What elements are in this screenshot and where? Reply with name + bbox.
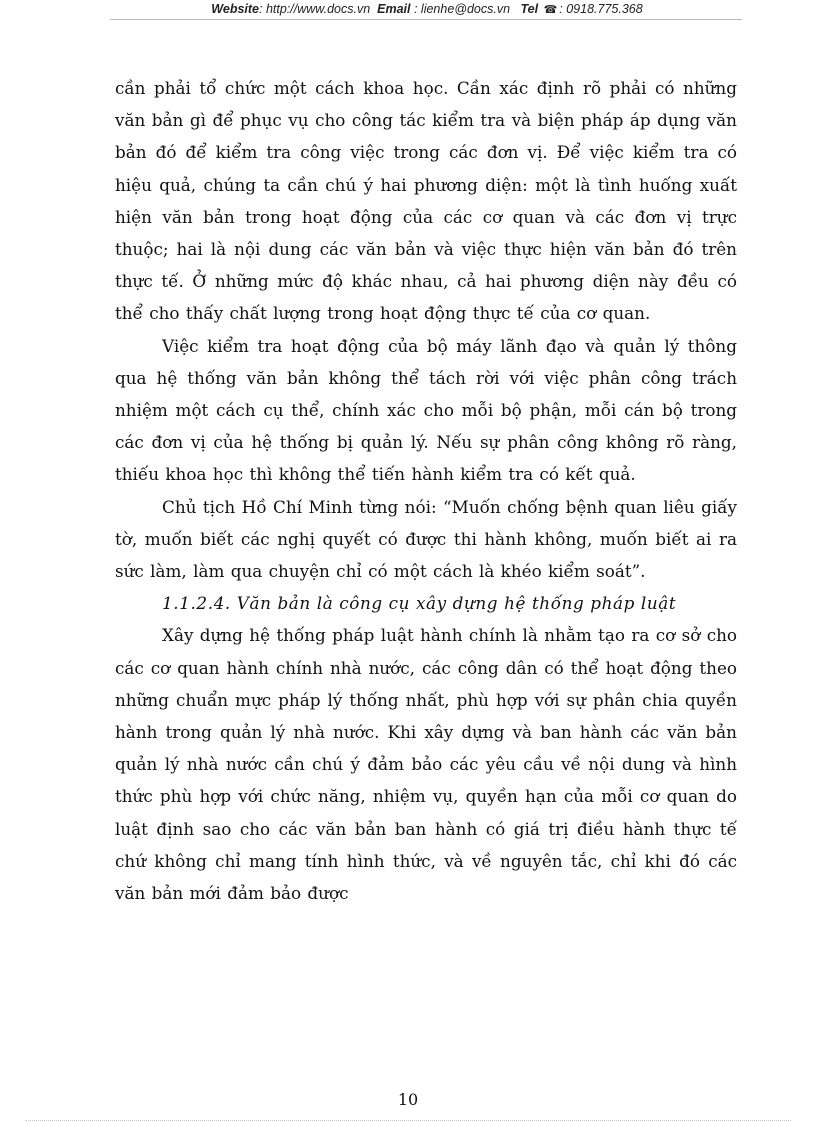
document-body [115, 72, 737, 909]
tel-label: Tel [520, 2, 539, 16]
page-number: 10 [397, 1090, 419, 1109]
paragraph-3: Chủ tịch Hồ Chí Minh từng nói: “Muốn chống bệnh quan liêu giấy tờ, muốn biết các nghị quyết có được thi hành không, muốn biết ai ra sức làm, làm qua chuyện chỉ có một cách là khéo kiểm soát”. [115, 496, 737, 582]
section-heading: 1.1.2.4. Văn bản là công cụ xây dựng hệ thống pháp luật [162, 593, 677, 614]
tel-value: : 0918.775.368 [559, 2, 643, 16]
paragraph-4: Xây dựng hệ thống pháp luật hành chính là nhằm tạo ra cơ sở cho các cơ quan hành chính nhà nước, các công dân có thể hoạt động theo những chuẩn mực pháp lý thống nhất, phù hợp với sự phân chia quyền hành trong quản lý nhà nước. Khi xây dựng và ban hành các văn bản quản lý nhà nước cần chú ý đảm bảo các yêu cầu về nội dung và hình thức phù hợp với chức năng, nhiệm vụ, quyền hạn của mỗi cơ quan do luật định sao cho các văn bản ban hành có giá trị điều hành thực tế chứ không chỉ mang tính hình thức, và về nguyên tắc, chỉ khi đó các văn bản mới đảm bảo được [115, 625, 737, 904]
email-label: Email [377, 2, 411, 16]
paragraph-2: Việc kiểm tra hoạt động của bộ máy lãnh đạo và quản lý thông qua hệ thống văn bản không thể tách rời với việc phân công trách nhiệm một cách cụ thể, chính xác cho mỗi bộ phận, mỗi cán bộ trong các đơn vị của hệ thống bị quản lý. Nếu sự phân công không rõ ràng, thiếu khoa học thì không thể tiến hành kiểm tra có kết quả. [115, 335, 737, 485]
email-value[interactable]: : lienhe@docs.vn [413, 2, 511, 16]
paragraph-1: cần phải tổ chức một cách khoa học. Cần xác định rõ phải có những văn bản gì để phục vụ cho công tác kiểm tra và biện pháp áp dụng văn bản đó để kiểm tra công việc trong các đơn vị. Để việc kiểm tra có hiệu quả, chúng ta cần chú ý hai phương diện: một là tình huống xuất hiện văn bản trong hoạt động của các cơ quan và các đơn vị trực thuộc; hai là nội dung các văn bản và việc thực hiện văn bản đó trên thực tế. Ở những mức độ khác nhau, cả hai phương diện này đều có thể cho thấy chất lượng trong hoạt động thực tế của cơ quan. [115, 78, 737, 324]
page-header [112, 0, 742, 18]
phone-icon: ☎ [543, 4, 558, 16]
header-divider [110, 19, 742, 20]
footer-divider [25, 1120, 791, 1121]
website-value[interactable]: : http://www.docs.vn [259, 2, 371, 16]
website-label: Website [211, 2, 259, 16]
